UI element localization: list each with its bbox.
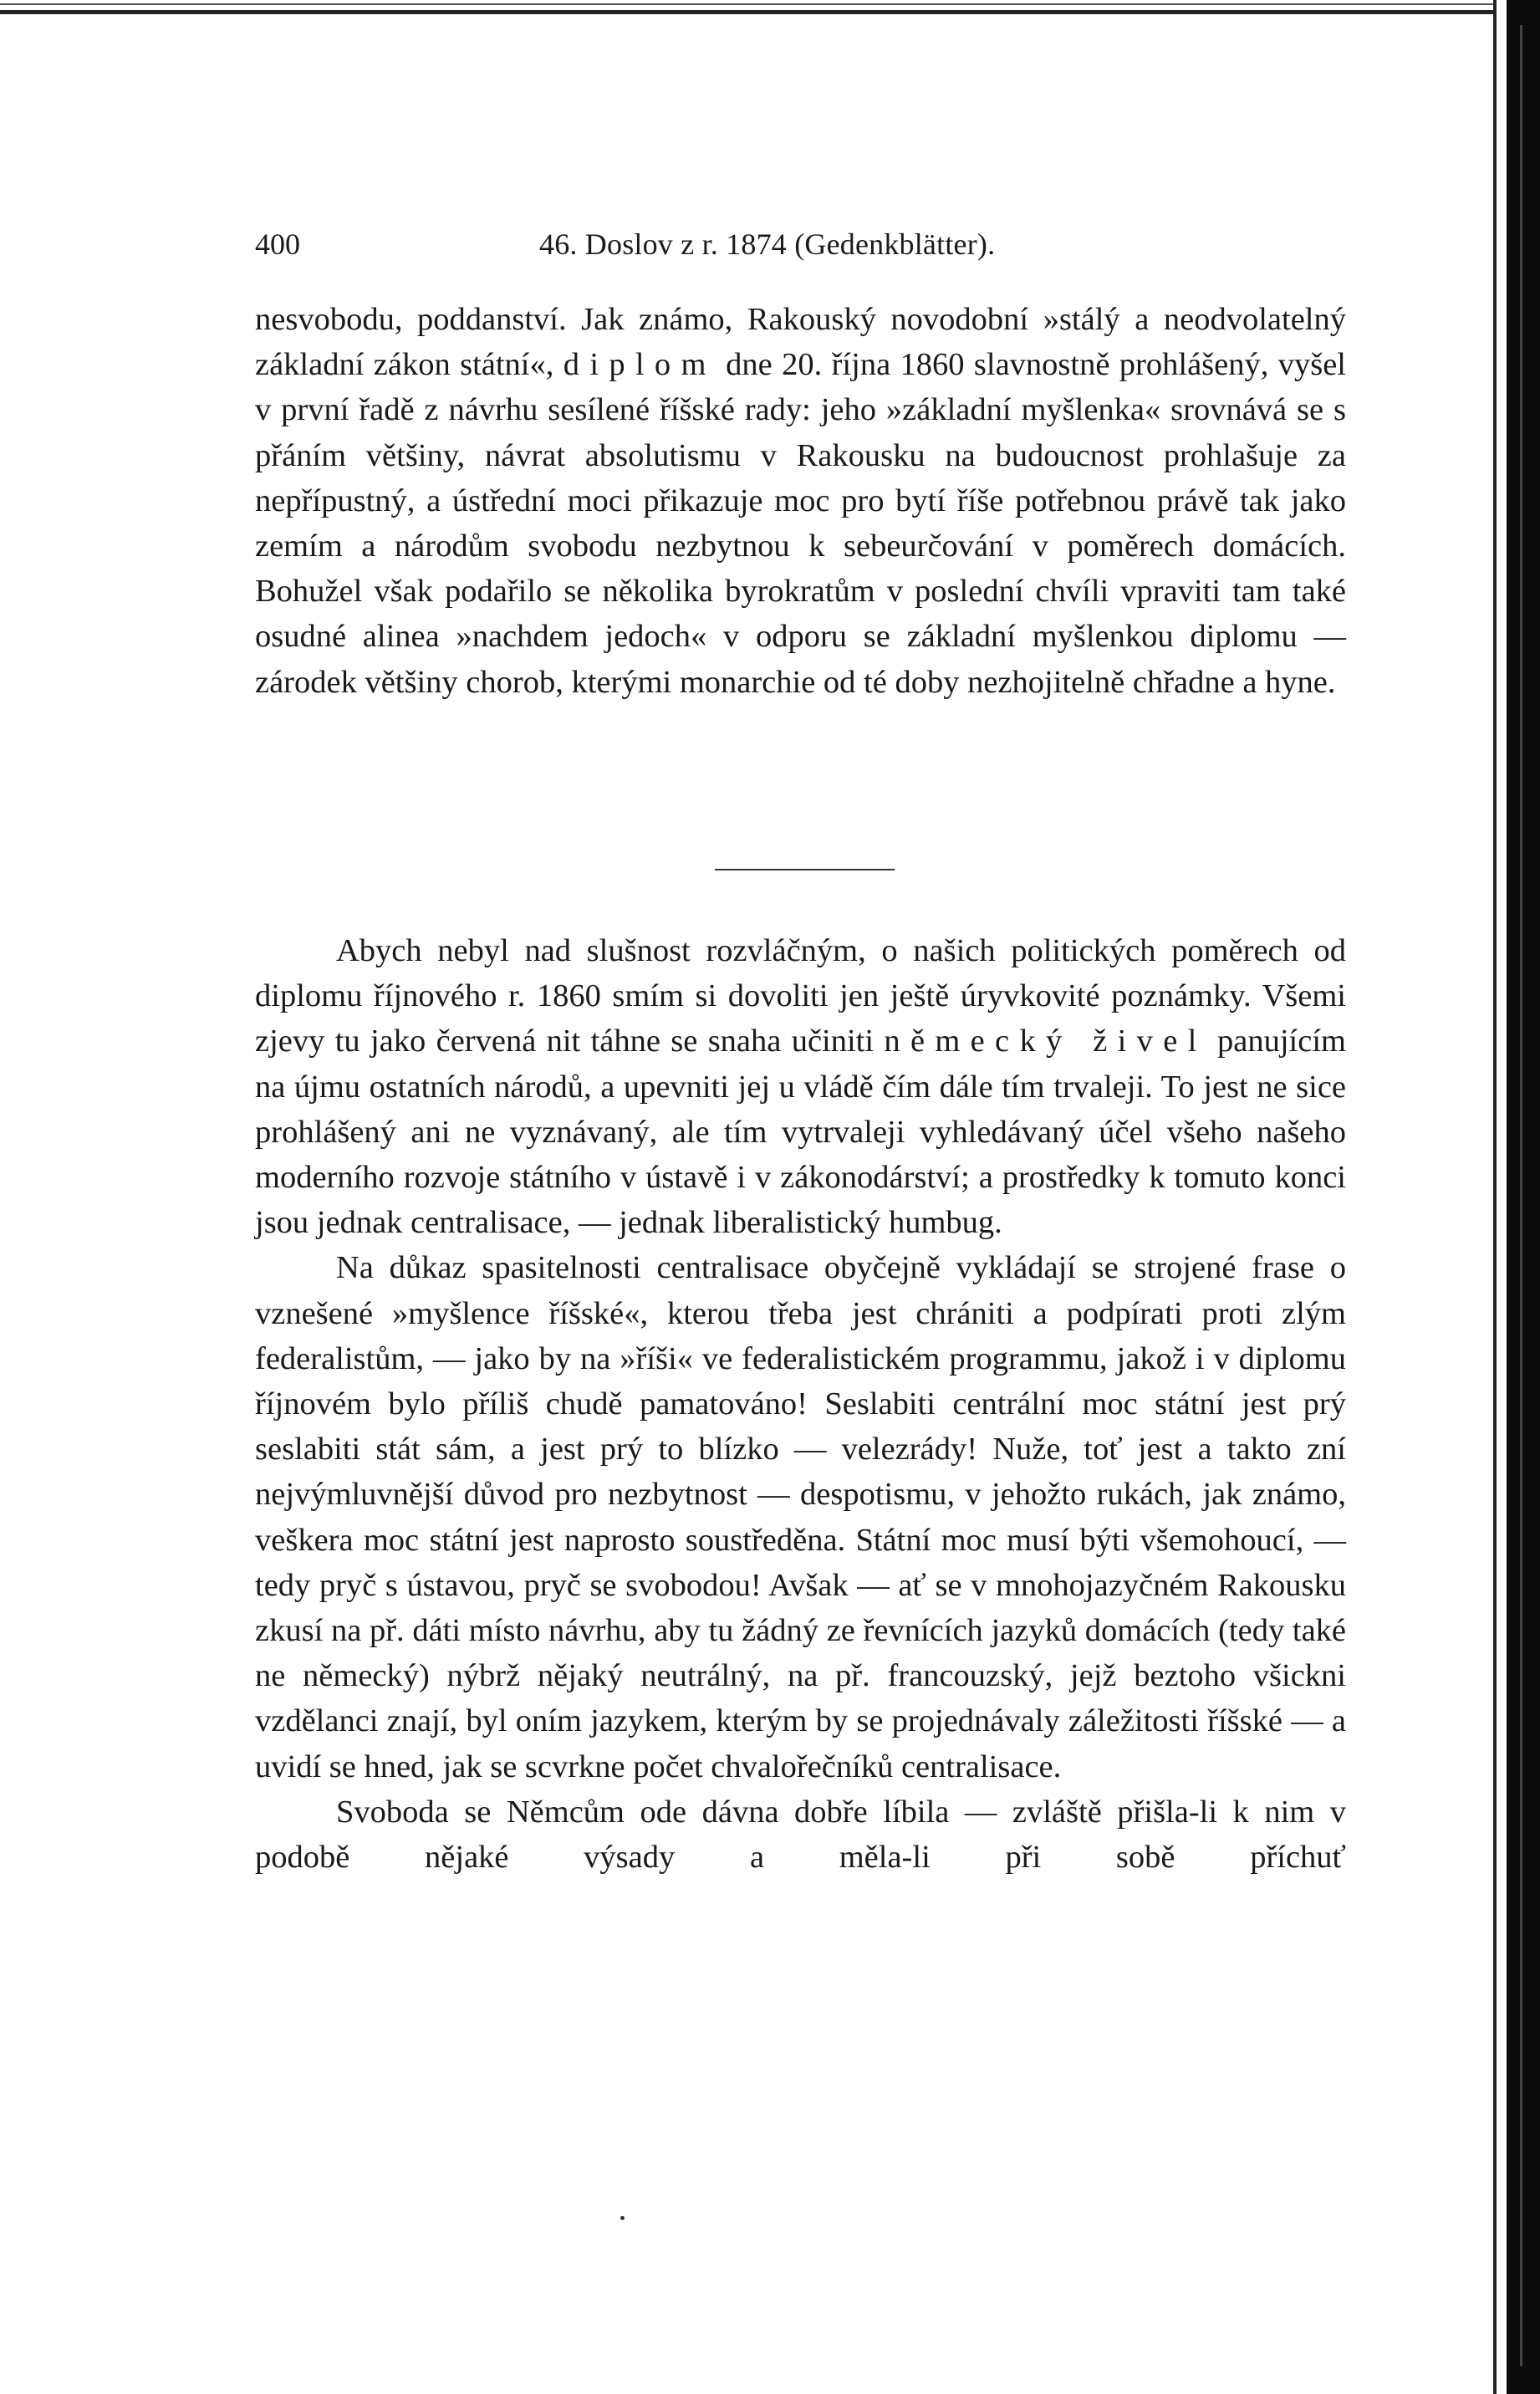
scan-top-edge: [0, 10, 1497, 14]
spaced-emphasis-nemecky-zivel: německý živel: [884, 1023, 1207, 1059]
scan-dark-margin: [1507, 0, 1540, 2394]
spaced-emphasis-diplom: diplom: [563, 347, 716, 383]
text-block-top: [255, 297, 1346, 705]
scan-speck: [620, 2216, 625, 2220]
paragraph-continues: Svoboda se Němcům ode dávna dobře líbila — zvláště přišla-li k nim v podobě nějaké výsady a měla-li při sobě příchuť: [255, 1794, 1346, 1876]
page-right-edge: [1493, 0, 1497, 2394]
text-block-main: [255, 928, 1346, 1880]
paragraph: [255, 928, 1346, 1245]
paragraph-continued: [255, 297, 1346, 705]
paragraph-text: dne 20. října 1860 slavnostně prohlášený, vyšel v první řadě z návrhu sesílené říšské rady: jeho »základní myšlenka« srovnává se s přáním většiny, návrat absolutismu v Rakousku na budoucnost prohlašuje za nepřípustný, a ústřední moci přikazuje moc pro bytí říše potřebnou právě tak jako zemím a národům svobodu nezbytnou k sebeurčování v poměrech domácích. Bohužel však podařilo se několika byrokratům v poslední chvíli vpraviti tam také osudné alinea »nachdem jedoch« v odporu se základní myšlenkou diplomu — zárodek většiny chorob, kterými monarchie od té doby nezhojitelně chřadne a hyne.: [255, 347, 1346, 700]
paragraph-text: panujícím na újmu ostatních národů, a upevniti jej u vládě čím dále tím trvaleji. To jest ne sice prohlášený ani ne vyznávaný, ale tím vytrvaleji vyhledávaný účel všeho našeho moderního rozvoje státního v ústavě i v zákonodárství; a prostředky k tomuto konci jsou jednak centralisace, — jednak liberalistický humbug.: [255, 1023, 1346, 1241]
scan-margin-stripe: [1520, 25, 1522, 2366]
page-header: [255, 224, 1346, 264]
paragraph: Na důkaz spasitelnosti centralisace obyčejně vykládají se strojené frase o vznešené »myšlence říšské«, kterou třeba jest chrániti a podpírati proti zlým federalistům, — jako by na »říši« ve federalistickém programmu, jakož i v diplomu říjnovém bylo příliš chudě pamatováno! Seslabiti centrální moc státní jest prý seslabiti stát sám, a jest prý to blízko — velezrády! Nuže, toť jest a takto zní nejvýmluvnější důvod pro nezbytnost — despotismu, v jehožto rukách, jak známo, veškera moc státní jest naprosto soustředěna. Státní moc musí býti všemohoucí, — tedy pryč s ústavou, pryč se svobodou! Avšak — ať se v mnohojazyčném Rakousku zkusí na př. dáti místo návrhu, aby tu žádný ze řevnících jazyků domácích (tedy také ne německý) nýbrž nějaký neutrálný, na př. francouzský, jejž beztoho všickni vzdělanci znají, byl oním jazykem, kterým by se projednávaly záležitosti říšské — a uvidí se hned, jak se scvrkne počet chvalořečníků centralisace.: [255, 1250, 1346, 1784]
scan-top-edge-thin: [0, 3, 1497, 5]
running-head: 46. Doslov z r. 1874 (Gedenkblätter).: [539, 227, 996, 261]
page-number: 400: [255, 227, 300, 261]
paragraph-text: Abych nebyl nad slušnost rozvláčným, o našich politických poměrech od diplomu říjnového r. 1860 smím si dovoliti jen ještě úryvkovité poznámky. Všemi zjevy tu jako červená nit táhne se snaha učiniti: [255, 933, 1346, 1059]
section-divider: [715, 869, 895, 870]
paragraph-text: nesvobodu, poddanství. Jak známo, Rakouský novodobní »stálý a neodvolatelný základní zákon státní«,: [255, 302, 1346, 383]
